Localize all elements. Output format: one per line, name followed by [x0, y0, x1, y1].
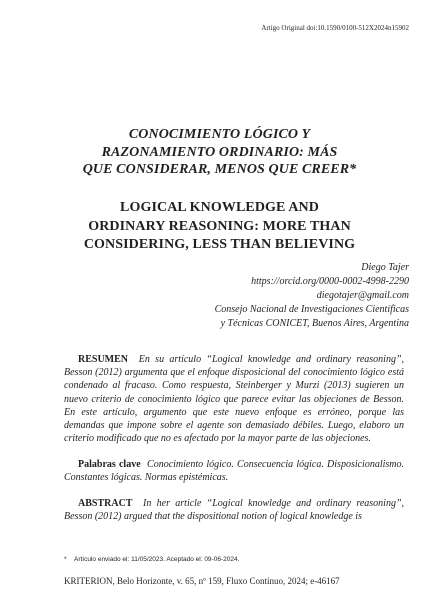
- footnote: [64, 556, 239, 564]
- footnote-mark: *: [64, 556, 67, 563]
- abstract-label: ABSTRACT: [78, 498, 133, 509]
- title-spanish-line: CONOCIMIENTO LÓGICO Y: [128, 127, 311, 142]
- title-english-line: ORDINARY REASONING: MORE THAN: [88, 218, 351, 234]
- title-spanish-line: RAZONAMIENTO ORDINARIO: MÁS: [101, 144, 338, 160]
- author-affiliation: Consejo Nacional de Investigaciones Científicas: [214, 304, 409, 315]
- title-english: [40, 199, 399, 255]
- journal-citation-footer: KRITERION, Belo Horizonte, v. 65, nº 159, Fluxo Contínuo, 2024; e-46167: [64, 576, 340, 586]
- footnote-text: Artículo enviado el: 11/05/2023. Aceptado el: 09-06-2024.: [73, 556, 240, 563]
- author-block: [109, 261, 409, 331]
- title-spanish: [40, 126, 399, 179]
- article-doi[interactable]: doi:10.1590/0100-512X2024n15902: [306, 24, 409, 32]
- title-spanish-line: QUE CONSIDERAR, MENOS QUE CREER*: [82, 162, 357, 177]
- keywords-text: Conocimiento lógico. Consecuencia lógica. Disposicionalismo. Constantes lógicas. Normas epistémicas.: [64, 459, 404, 484]
- author-affiliation: y Técnicas CONICET, Buenos Aires, Argentina: [220, 318, 409, 329]
- abstract-text: In her article “Logical knowledge and ordinary reasoning”, Besson (2012) argued that the dispositional notion of logical knowledge is: [64, 498, 404, 523]
- keywords-label: Palabras clave: [78, 459, 141, 470]
- resumen-text: En su artículo “Logical knowledge and ordinary reasoning”, Besson (2012) argumenta que el enfoque disposicional del conocimiento lógico está condenado al fracaso. Como respuesta, Steinberger y Murzi (2013) sugieren un nuevo criterio de conocimiento lógico que parece evitar las objeciones de Besson. En este artículo, argumento que este nuevo enfoque es erróneo, porque las demandas que impone sobre el agente son demasiado débiles. Luego, elaboro un criterio modificado que no es afectado por la mayor parte de las objeciones.: [64, 354, 405, 445]
- author-orcid-link[interactable]: https://orcid.org/0000-0002-4998-2290: [251, 276, 409, 287]
- author-name: Diego Tajer: [361, 262, 409, 273]
- title-english-line: CONSIDERING, LESS THAN BELIEVING: [83, 237, 356, 252]
- resumen-paragraph: [64, 353, 404, 445]
- abstract-paragraph: [64, 497, 404, 524]
- keywords-paragraph: [64, 458, 404, 484]
- article-type: Artigo Original: [261, 24, 305, 32]
- resumen-label: RESUMEN: [78, 354, 129, 365]
- title-english-line: LOGICAL KNOWLEDGE AND: [120, 200, 319, 215]
- article-header-meta: [261, 24, 409, 33]
- author-email-link[interactable]: diegotajer@gmail.com: [316, 290, 409, 301]
